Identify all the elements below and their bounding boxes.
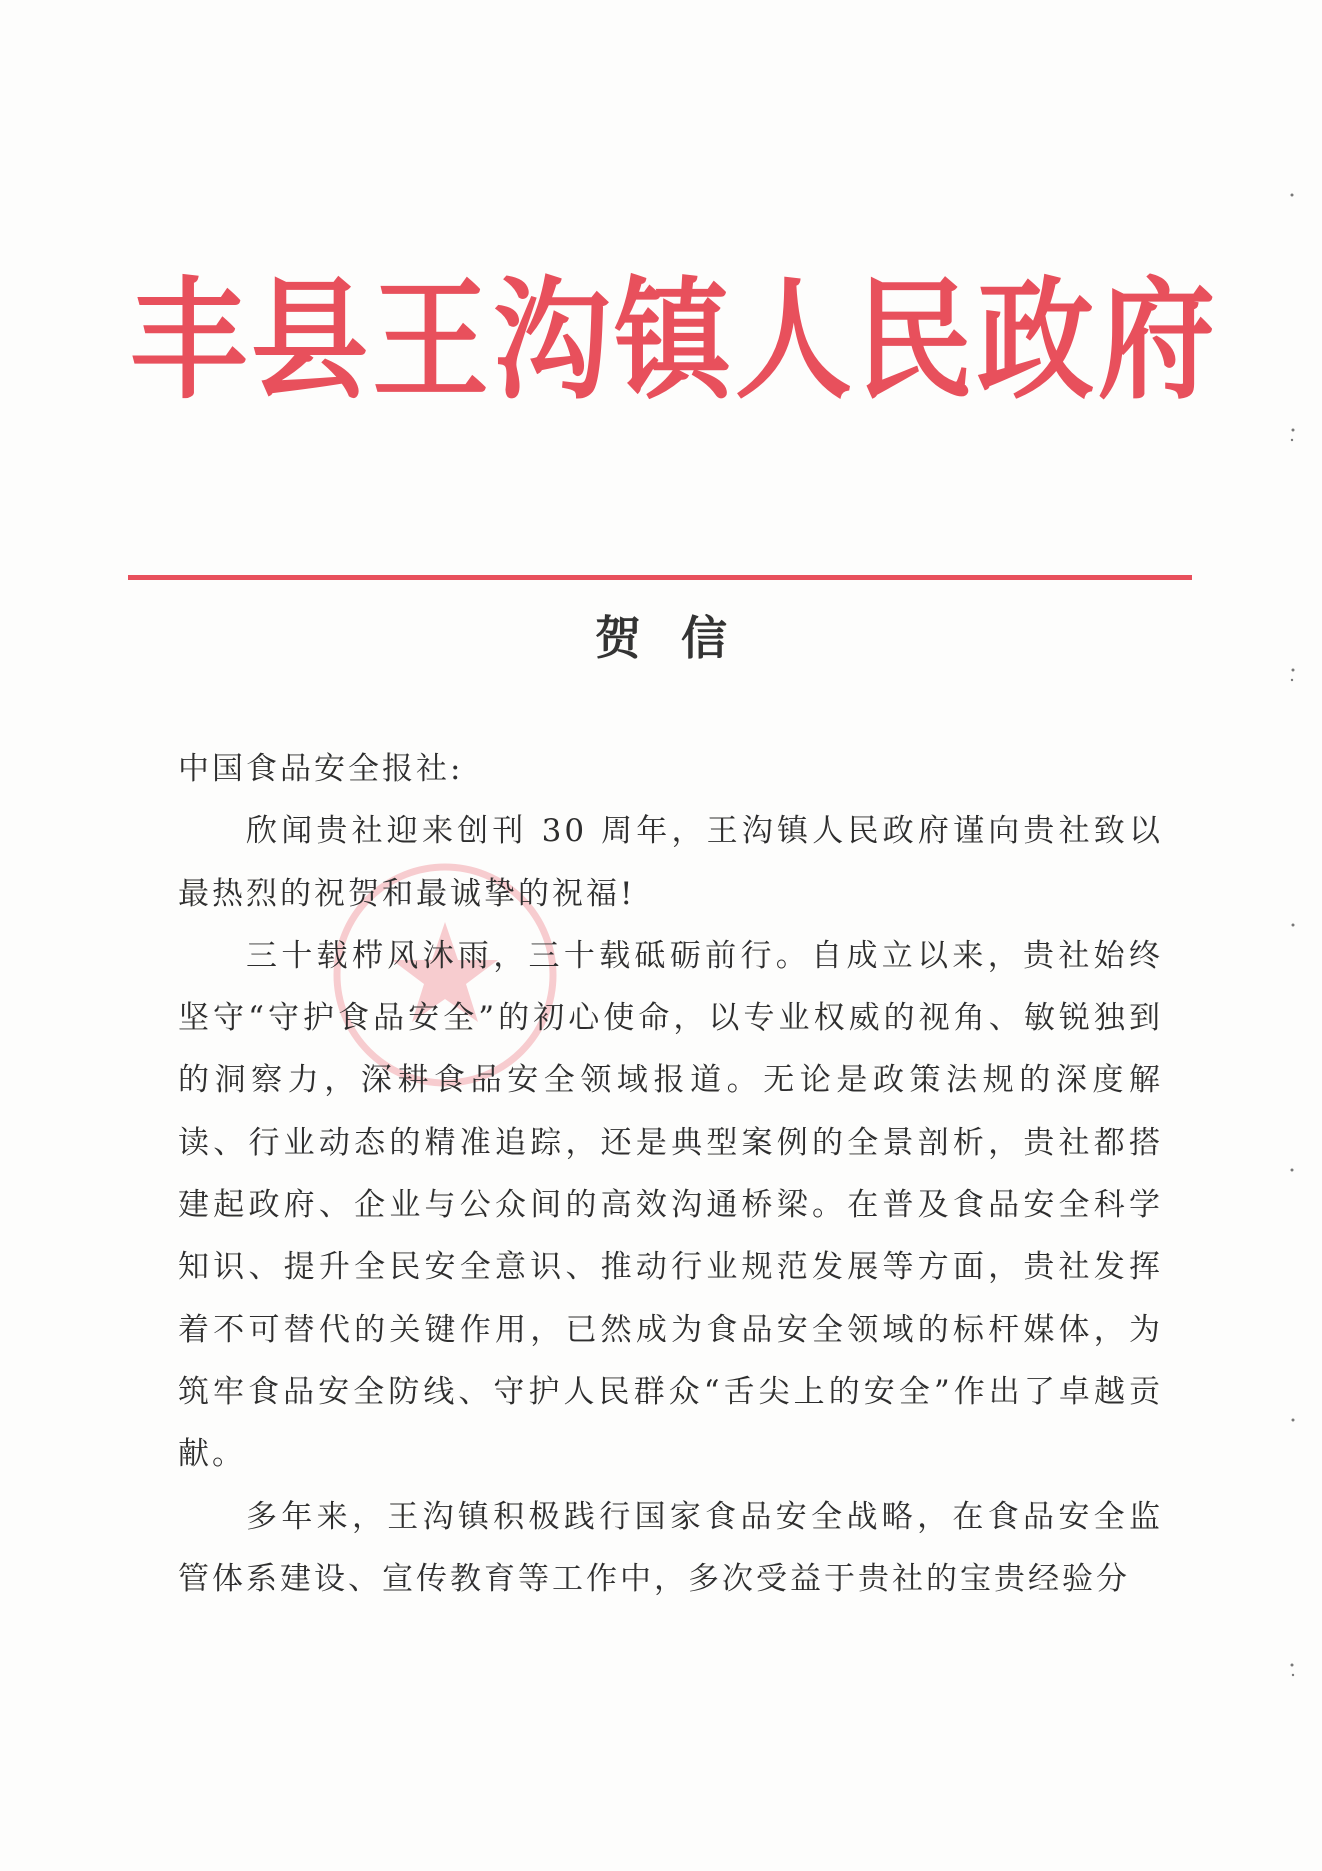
- letter-body: [178, 738, 1163, 1610]
- document-title: 贺信: [595, 611, 767, 665]
- letterhead-org-name: 丰县王沟镇人民政府: [130, 262, 1220, 418]
- paragraph-2: 三十载栉风沐雨，三十载砥砺前行。自成立以来，贵社始终坚守“守护食品安全”的初心使命，以专业权威的视角、敏锐独到的洞察力，深耕食品安全领域报道。无论是政策法规的深度解读、行业动态的精准追踪，还是典型案例的全景剖析，贵社都搭建起政府、企业与公众间的高效沟通桥梁。在普及食品安全科学知识、提升全民安全意识、推动行业规范发展等方面，贵社发挥着不可替代的关键作用，已然成为食品安全领域的标杆媒体，为筑牢食品安全防线、守护人民群众“舌尖上的安全”作出了卓越贡献。: [178, 937, 1163, 1473]
- paragraph-1: 欣闻贵社迎来创刊 30 周年，王沟镇人民政府谨向贵社致以最热烈的祝贺和最诚挚的祝福!: [178, 813, 1163, 912]
- letterhead-red-rule: [128, 575, 1192, 580]
- salutation: 中国食品安全报社:: [178, 751, 464, 787]
- scan-margin-marks: [1282, 0, 1322, 1871]
- paragraph-3: 多年来，王沟镇积极践行国家食品安全战略，在食品安全监管体系建设、宣传教育等工作中，多次受益于贵社的宝贵经验分: [178, 1498, 1163, 1597]
